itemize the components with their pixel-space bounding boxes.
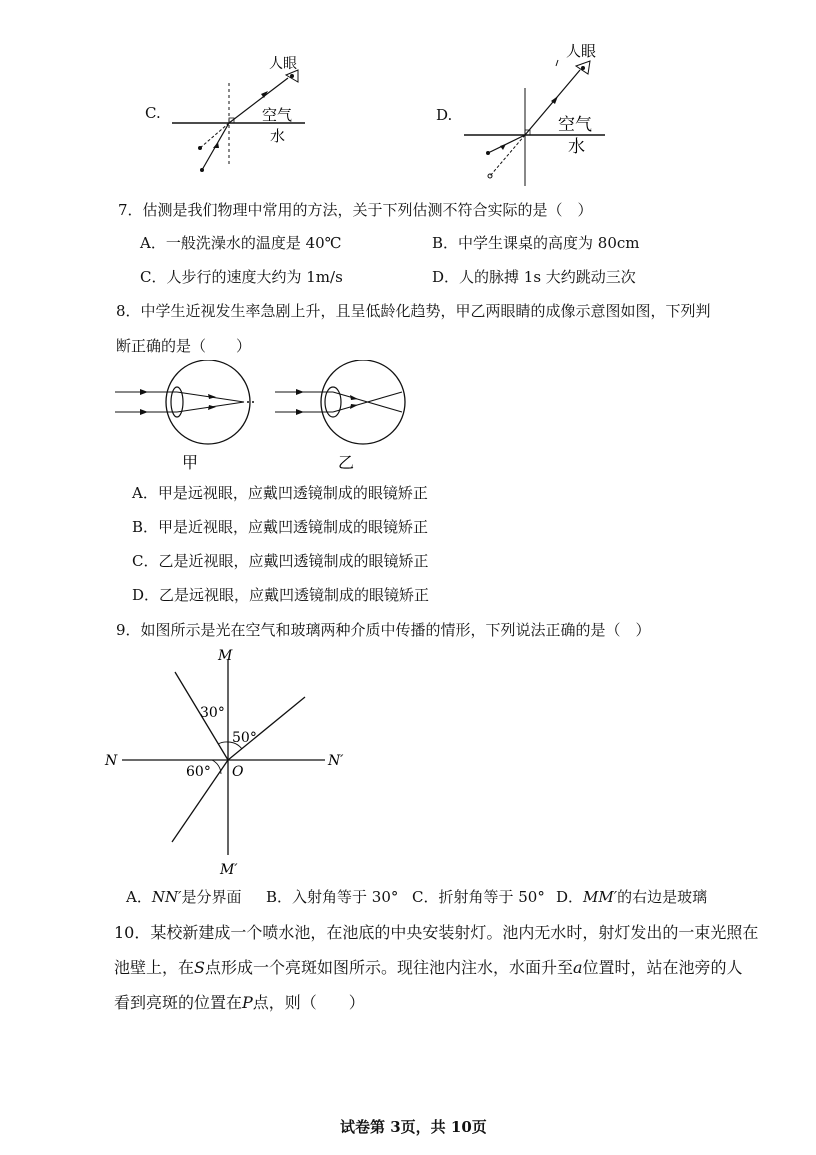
q9-a-prefix: A．: [126, 888, 152, 906]
question-7-stem: 7．估测是我们物理中常用的方法，关于下列估测不符合实际的是（ ）: [118, 201, 593, 219]
q10-l2-b: 点形成一个亮斑如图所示。现往池内注水，水面升至: [204, 958, 573, 977]
q9-d-math: MM′: [583, 888, 618, 906]
q9-a-math: NN′: [151, 888, 182, 906]
eye-label-d: 人眼: [566, 42, 597, 60]
light-refraction-diagram: [100, 642, 360, 877]
question-8-option-c[interactable]: C．乙是近视眼，应戴凹透镜制成的眼镜矫正: [132, 552, 429, 570]
question-9-stem: 9．如图所示是光在空气和玻璃两种介质中传播的情形，下列说法正确的是（ ）: [116, 621, 651, 639]
q10-point-p: P: [242, 993, 253, 1012]
question-9-option-c[interactable]: C．折射角等于 50°: [412, 888, 545, 906]
eye-diagrams: [110, 360, 430, 475]
question-9-option-b[interactable]: B．入射角等于 30°: [266, 888, 399, 906]
question-7-option-a[interactable]: A．一般洗澡水的温度是 40℃: [140, 234, 342, 252]
eye-jia-diagram: [115, 360, 254, 472]
question-9-option-a[interactable]: [126, 886, 242, 907]
question-10-line1: 10．某校新建成一个喷水池，在池底的中央安装射灯。池内无水时，射灯发出的一束光照在: [114, 923, 759, 942]
q10-level-a: a: [573, 958, 583, 977]
option-c-label: C.: [145, 104, 161, 122]
figure-option-c: [140, 50, 320, 180]
option-d-label: D.: [436, 106, 453, 124]
question-7-option-c[interactable]: C．人步行的速度大约为 1m/s: [140, 268, 343, 286]
q10-l2-a: 池壁上，在: [114, 958, 195, 977]
label-m-prime: M′: [220, 862, 238, 877]
q9-d-prefix: D．: [556, 888, 584, 906]
angle-50-label: 50°: [232, 730, 257, 746]
label-n: N: [105, 753, 118, 769]
eye-label-c: 人眼: [269, 56, 297, 72]
q9-d-text: 的右边是玻璃: [617, 888, 708, 906]
eye-jia-label: 甲: [182, 453, 199, 472]
question-8-stem-line2: 断正确的是（ ）: [116, 337, 252, 355]
q10-l3-a: 看到亮斑的位置在: [114, 993, 243, 1012]
q10-l3-b: 点，则（ ）: [252, 993, 365, 1012]
water-label-d: 水: [568, 137, 585, 157]
angle-30-label: 30°: [200, 705, 225, 721]
question-9-option-d[interactable]: [556, 886, 707, 907]
question-7-option-b[interactable]: B．中学生课桌的高度为 80cm: [432, 234, 640, 252]
eye-yi-label: 乙: [338, 453, 355, 472]
air-label-c: 空气: [262, 106, 293, 124]
q10-point-s: S: [194, 958, 205, 977]
question-8-option-b[interactable]: B．甲是近视眼，应戴凹透镜制成的眼镜矫正: [132, 518, 429, 536]
label-n-prime: N′: [328, 753, 344, 769]
figure-option-d: [430, 38, 630, 188]
eye-yi-diagram: [275, 360, 405, 472]
question-8-option-d[interactable]: D．乙是远视眼，应戴凹透镜制成的眼镜矫正: [132, 586, 430, 604]
label-o: O: [232, 764, 244, 780]
refraction-diagram-d: [430, 38, 630, 188]
question-10-line3: [114, 990, 365, 1013]
question-8-stem-line1: 8．中学生近视发生率急剧上升，且呈低龄化趋势，甲乙两眼睛的成像示意图如图，下列判: [116, 302, 711, 320]
q10-l2-c: 位置时，站在池旁的人: [582, 958, 743, 977]
question-7-option-d[interactable]: D．人的脉搏 1s 大约跳动三次: [432, 268, 636, 286]
label-m: M: [218, 648, 233, 664]
refraction-diagram-c: [140, 50, 320, 180]
question-10-line2: [114, 955, 743, 978]
angle-60-label: 60°: [186, 764, 211, 780]
question-8-option-a[interactable]: A．甲是远视眼，应戴凹透镜制成的眼镜矫正: [132, 484, 428, 502]
page-footer: 试卷第 3页，共 10页: [340, 1118, 487, 1136]
air-label-d: 空气: [558, 115, 592, 135]
q9-a-text: 是分界面: [181, 888, 242, 906]
water-label-c: 水: [270, 127, 286, 145]
